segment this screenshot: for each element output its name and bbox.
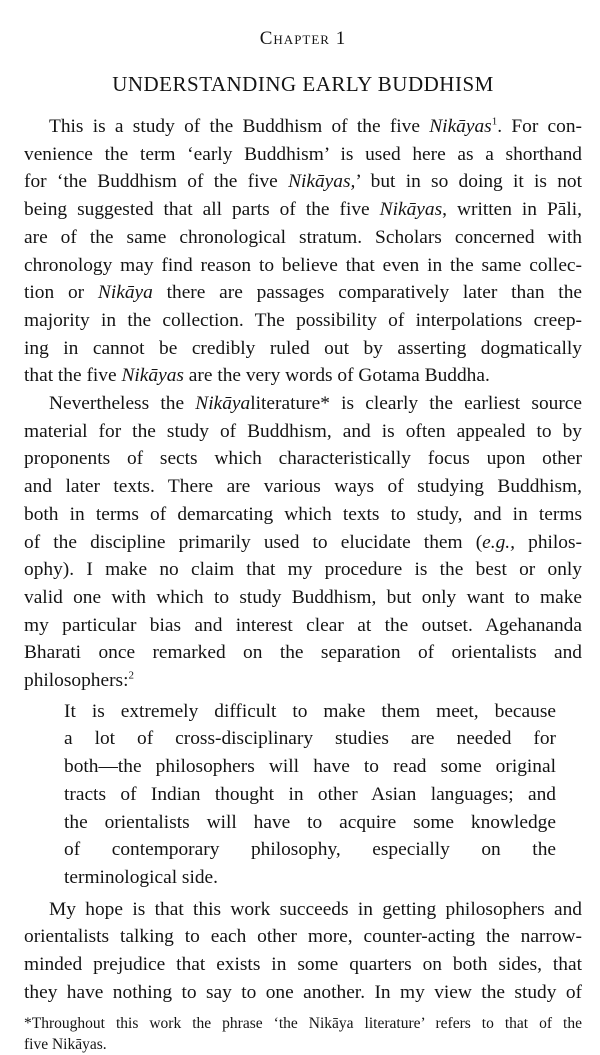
text-line: my particular bias and interest clear at the outset. Agehananda xyxy=(24,614,582,636)
text-line: My hope is that this work succeeds in getting philosophers and xyxy=(49,898,582,920)
text-line: ophy). I make no claim that my procedure is the best or only xyxy=(24,559,582,581)
book-page xyxy=(24,28,582,1055)
text-line: five Nikāyas. xyxy=(24,1035,107,1053)
text-line: tion or Nikāya there are passages comparatively later than the xyxy=(24,282,582,304)
text-line: for ‘the Buddhism of the five Nikāyas,’ but in so doing it is not xyxy=(24,171,583,193)
text-line: venience the term ‘early Buddhism’ is used here as a shorthand xyxy=(24,143,582,165)
text-line: being suggested that all parts of the five Nikāyas, written in Pāli, xyxy=(24,199,582,221)
block-quote xyxy=(64,698,556,892)
text-line: of the discipline primarily used to elucidate them (e.g., philos- xyxy=(24,531,582,553)
text-line: they have nothing to say to one another. In my view the study of xyxy=(24,981,582,1003)
text-line: valid one with which to study Buddhism, but only want to make xyxy=(24,586,582,608)
footnote xyxy=(24,1013,582,1055)
text-line: ing in cannot be credibly ruled out by asserting dogmatically xyxy=(24,337,582,359)
text-line: Bharati once remarked on the separation of orientalists and xyxy=(24,642,582,664)
paragraph-2 xyxy=(24,390,582,695)
text-line: philosophers:$^2$ xyxy=(24,669,134,692)
text-line: material for the study of Buddhism, and is often appealed to by xyxy=(24,420,582,442)
text-line: and later texts. There are various ways of studying Buddhism, xyxy=(24,476,582,498)
text-line: orientalists talking to each other more, counter-acting the narrow- xyxy=(24,926,582,948)
paragraph-1 xyxy=(24,113,582,390)
text-line: proponents of sects which characteristically focus upon other xyxy=(24,448,582,470)
text-line: that the five Nikāyas are the very words of Gotama Buddha. xyxy=(24,365,490,387)
text-line: of contemporary philosophy, especially on the xyxy=(64,839,556,861)
text-line: This is a study of the Buddhism of the five Nikāyas$^1$. For con- xyxy=(49,115,583,137)
text-line: Nevertheless the Nikāyaliterature* is clearly the earliest source xyxy=(49,393,583,415)
text-line: a lot of cross-disciplinary studies are needed for xyxy=(64,728,556,750)
text-line: terminological side. xyxy=(64,866,219,888)
paragraph-3 xyxy=(24,896,582,1007)
text-line: chronology may find reason to believe that even in the same collec- xyxy=(24,254,582,276)
text-line: minded prejudice that exists in some quarters on both sides, that xyxy=(24,954,582,976)
text-line: *Throughout this work the phrase ‘the Nikāya literature’ refers to that of the xyxy=(24,1014,582,1032)
chapter-label: Chapter 1 xyxy=(259,28,347,49)
text-line: are of the same chronological stratum. Scholars concerned with xyxy=(24,226,582,248)
text-line: It is extremely difficult to make them meet, because xyxy=(64,700,556,722)
text-line: both in terms of demarcating which texts to study, and in terms xyxy=(24,503,582,525)
text-line: both—the philosophers will have to read some original xyxy=(64,756,556,778)
text-line: majority in the collection. The possibility of interpolations creep- xyxy=(24,309,582,331)
chapter-title: UNDERSTANDING EARLY BUDDHISM xyxy=(112,72,494,96)
text-line: the orientalists will have to acquire some knowledge xyxy=(64,811,556,833)
text-line: tracts of Indian thought in other Asian languages; and xyxy=(64,783,556,805)
